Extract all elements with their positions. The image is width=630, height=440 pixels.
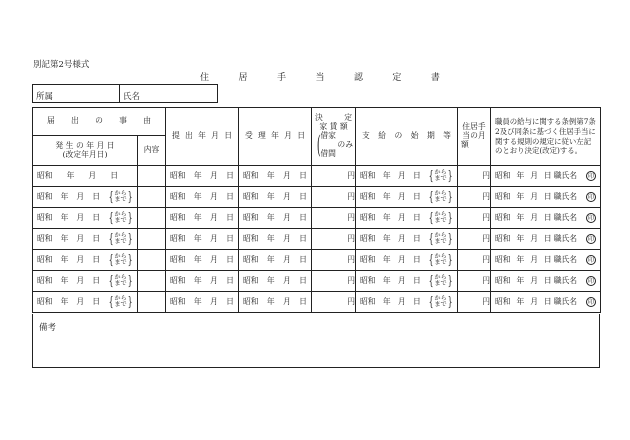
seal-icon: 印 — [587, 173, 594, 180]
occurrence-date-cell[interactable]: 昭和 年 月 日 { から まで } — [33, 271, 138, 292]
allowance-cell[interactable]: 円 — [458, 187, 491, 208]
table-row — [33, 271, 601, 292]
payment-start-cell[interactable]: 昭和 年 月 日 { から まで } — [356, 292, 458, 313]
title-char: 当 — [315, 73, 325, 83]
table-row — [33, 229, 601, 250]
submit-date-cell[interactable]: 昭和 年 月 日 — [166, 187, 239, 208]
occurrence-date-cell[interactable]: 昭和 年 月 日 { から まで } — [33, 187, 138, 208]
receive-date-header: 受 理 年 月 日 — [239, 108, 312, 166]
rent-cell[interactable]: 円 — [312, 292, 356, 313]
allowance-cell[interactable]: 円 — [458, 229, 491, 250]
allowance-table — [32, 107, 601, 313]
seal-icon: 印 — [587, 215, 594, 222]
payment-start-cell[interactable]: 昭和 年 月 日 { から まで } — [356, 229, 458, 250]
allowance-cell[interactable]: 円 — [458, 250, 491, 271]
title-char: 認 — [353, 73, 363, 83]
form-title — [200, 70, 440, 83]
occurrence-date-cell[interactable]: 昭和 年 月 日 { から まで } — [33, 250, 138, 271]
content-cell[interactable] — [138, 250, 166, 271]
occurrence-date-cell[interactable]: 昭和 年 月 日 { から まで } — [33, 208, 138, 229]
submit-date-cell[interactable]: 昭和 年 月 日 — [166, 250, 239, 271]
affiliation-label: 所属 — [36, 92, 54, 102]
rent-cell[interactable]: 円 — [312, 166, 356, 187]
content-cell[interactable] — [138, 166, 166, 187]
payment-start-header: 支 給 の 始 期 等 — [356, 108, 458, 166]
submit-date-cell[interactable]: 昭和 年 月 日 — [166, 292, 239, 313]
receive-date-cell[interactable]: 昭和 年 月 日 — [239, 292, 312, 313]
allowance-cell[interactable]: 円 — [458, 166, 491, 187]
report-matter-header: 届 出 の 事 由 — [33, 108, 166, 136]
approval-cell[interactable]: 昭和 年 月 日 職氏名 印 — [491, 166, 601, 187]
content-cell[interactable] — [138, 292, 166, 313]
approval-cell[interactable]: 昭和 年 月 日 職氏名 印 — [491, 292, 601, 313]
approval-cell[interactable]: 昭和 年 月 日 職氏名 印 — [491, 229, 601, 250]
receive-date-cell[interactable]: 昭和 年 月 日 — [239, 271, 312, 292]
seal-icon: 印 — [587, 236, 594, 243]
title-char: 居 — [238, 73, 248, 83]
submit-date-cell[interactable]: 昭和 年 月 日 — [166, 271, 239, 292]
table-row — [33, 166, 601, 187]
approval-statement: 職員の給与に関する条例第7条2及び同条に基づく住居手当に関する規則の規定に従い左記のとおり決定(改定)する。 — [491, 108, 601, 166]
table-row — [33, 208, 601, 229]
title-char: 書 — [430, 73, 440, 83]
payment-start-cell[interactable]: 昭和 年 月 日 { から まで } — [356, 271, 458, 292]
content-cell[interactable] — [138, 229, 166, 250]
content-cell[interactable] — [138, 208, 166, 229]
monthly-allowance-header: 住居手 当の月 額 — [458, 108, 491, 166]
submit-date-header: 提 出 年 月 日 — [166, 108, 239, 166]
table-row — [33, 250, 601, 271]
decided-rent-header: 決 定 家 賃 額 ( 借家 のみ 借間 — [312, 108, 356, 166]
name-label: 氏名 — [123, 92, 141, 102]
title-char: 定 — [392, 73, 402, 83]
rent-cell[interactable]: 円 — [312, 271, 356, 292]
payment-start-cell[interactable]: 昭和 年 月 日 { から まで } — [356, 166, 458, 187]
approval-cell[interactable]: 昭和 年 月 日 職氏名 印 — [491, 208, 601, 229]
approval-cell[interactable]: 昭和 年 月 日 職氏名 印 — [491, 271, 601, 292]
seal-icon: 印 — [587, 278, 594, 285]
approval-cell[interactable]: 昭和 年 月 日 職氏名 印 — [491, 250, 601, 271]
payment-start-cell[interactable]: 昭和 年 月 日 { から まで } — [356, 208, 458, 229]
payment-start-cell[interactable]: 昭和 年 月 日 { から まで } — [356, 187, 458, 208]
remarks-label: 備考 — [39, 323, 57, 333]
receive-date-cell[interactable]: 昭和 年 月 日 — [239, 250, 312, 271]
seal-icon: 印 — [587, 257, 594, 264]
content-cell[interactable] — [138, 187, 166, 208]
table-row — [33, 292, 601, 313]
receive-date-cell[interactable]: 昭和 年 月 日 — [239, 208, 312, 229]
rent-cell[interactable]: 円 — [312, 229, 356, 250]
rent-cell[interactable]: 円 — [312, 208, 356, 229]
occurrence-date-header: 発 生 の 年 月 日 (改定年月日) — [33, 136, 138, 166]
submit-date-cell[interactable]: 昭和 年 月 日 — [166, 166, 239, 187]
remarks-box[interactable] — [32, 314, 600, 368]
approval-cell[interactable]: 昭和 年 月 日 職氏名 印 — [491, 187, 601, 208]
title-char: 手 — [276, 73, 286, 83]
content-cell[interactable] — [138, 271, 166, 292]
submit-date-cell[interactable]: 昭和 年 月 日 — [166, 208, 239, 229]
receive-date-cell[interactable]: 昭和 年 月 日 — [239, 229, 312, 250]
occurrence-date-cell[interactable]: 昭和 年 月 日 — [33, 166, 138, 187]
allowance-cell[interactable]: 円 — [458, 271, 491, 292]
occurrence-date-cell[interactable]: 昭和 年 月 日 { から まで } — [33, 229, 138, 250]
rent-cell[interactable]: 円 — [312, 187, 356, 208]
seal-icon: 印 — [587, 299, 594, 306]
payment-start-cell[interactable]: 昭和 年 月 日 { から まで } — [356, 250, 458, 271]
title-char: 住 — [200, 73, 210, 83]
seal-icon: 印 — [587, 194, 594, 201]
receive-date-cell[interactable]: 昭和 年 月 日 — [239, 187, 312, 208]
receive-date-cell[interactable]: 昭和 年 月 日 — [239, 166, 312, 187]
allowance-cell[interactable]: 円 — [458, 208, 491, 229]
submit-date-cell[interactable]: 昭和 年 月 日 — [166, 229, 239, 250]
occurrence-date-cell[interactable]: 昭和 年 月 日 { から まで } — [33, 292, 138, 313]
table-row — [33, 187, 601, 208]
rent-cell[interactable]: 円 — [312, 250, 356, 271]
form-number-label: 別記第2号様式 — [33, 60, 90, 70]
allowance-cell[interactable]: 円 — [458, 292, 491, 313]
content-header: 内容 — [138, 136, 166, 166]
